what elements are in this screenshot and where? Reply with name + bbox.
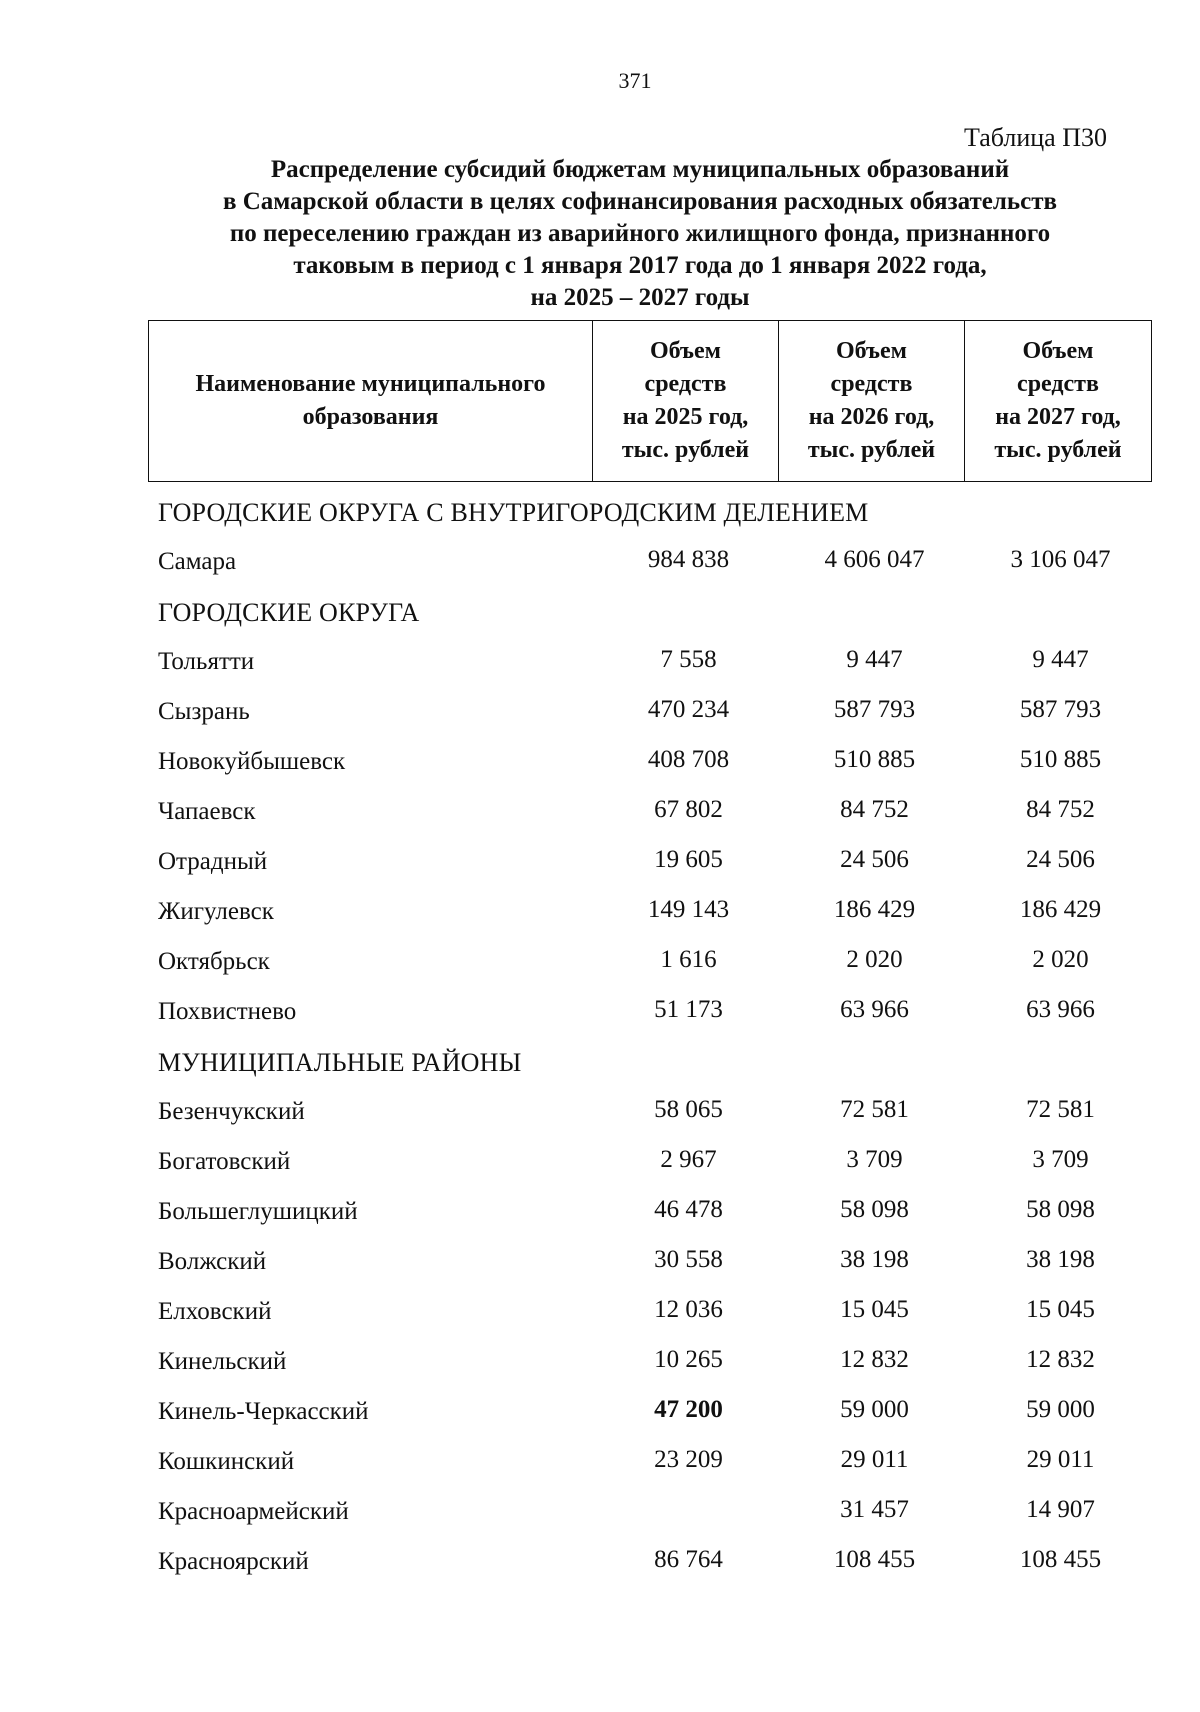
- header-2027-column: [965, 321, 1152, 482]
- value-2026: 186 429: [833, 896, 916, 923]
- table-row: [0, 1488, 1200, 1538]
- value-2026: 2 020: [846, 946, 903, 973]
- header-line: образования: [302, 404, 439, 430]
- municipality-name: Новокуйбышевск: [158, 748, 346, 775]
- value-2026: 29 011: [840, 1446, 909, 1473]
- municipality-name: Кошкинский: [158, 1448, 295, 1475]
- header-line: на 2026 год,: [808, 404, 935, 430]
- header-line: на 2027 год,: [995, 404, 1121, 430]
- header-line: средств: [830, 371, 913, 397]
- value-2026: 108 455: [833, 1546, 916, 1573]
- municipality-name: Волжский: [158, 1248, 267, 1275]
- table-row: [0, 538, 1200, 588]
- value-2025: 984 838: [647, 546, 730, 573]
- value-2027: 3 709: [1032, 1146, 1089, 1173]
- value-2026: 84 752: [840, 796, 909, 823]
- value-2025: 10 265: [654, 1346, 723, 1373]
- table-header: [148, 320, 1152, 482]
- value-2025: 2 967: [660, 1146, 717, 1173]
- value-2027: 3 106 047: [1010, 546, 1111, 573]
- table-row: [0, 638, 1200, 688]
- table-row: [0, 1288, 1200, 1338]
- table-row: [0, 738, 1200, 788]
- title-line: на 2025 – 2027 годы: [530, 284, 750, 311]
- value-2026: 72 581: [840, 1096, 909, 1123]
- value-2025: 67 802: [654, 796, 723, 823]
- table-label: Таблица П30: [964, 123, 1107, 152]
- value-2026: 24 506: [840, 846, 909, 873]
- table-row: [0, 688, 1200, 738]
- value-2026: 3 709: [846, 1146, 903, 1173]
- header-line: средств: [1017, 371, 1099, 397]
- value-2025: 46 478: [654, 1196, 723, 1223]
- value-2026: 4 606 047: [824, 546, 925, 573]
- value-2026: 31 457: [840, 1496, 909, 1523]
- municipality-name: Тольятти: [158, 648, 255, 675]
- municipality-name: Богатовский: [158, 1148, 291, 1175]
- title-line: в Самарской области в целях софинансирования расходных обязательств: [223, 188, 1057, 215]
- value-2027: 59 000: [1026, 1396, 1095, 1423]
- municipality-name: Большеглушицкий: [158, 1198, 358, 1225]
- table-row: [0, 1188, 1200, 1238]
- municipality-name: Сызрань: [158, 698, 250, 725]
- value-2026: 510 885: [833, 746, 916, 773]
- section-header-row: [0, 588, 1200, 638]
- value-2027: 63 966: [1026, 996, 1095, 1023]
- header-line: тыс. рублей: [621, 437, 750, 463]
- header-line: Объем: [649, 338, 722, 364]
- municipality-name: Красноярский: [158, 1548, 309, 1575]
- value-2027: 108 455: [1019, 1546, 1102, 1573]
- header-2025-column: [593, 321, 779, 482]
- municipality-name: Отрадный: [158, 848, 268, 875]
- municipality-name: Самара: [158, 548, 237, 575]
- value-2025: 51 173: [654, 996, 723, 1023]
- table-row: [0, 838, 1200, 888]
- value-2027: 12 832: [1026, 1346, 1095, 1373]
- value-2025: 58 065: [654, 1096, 723, 1123]
- value-2025: 1 616: [660, 946, 717, 973]
- section-header-row: [0, 488, 1200, 538]
- value-2027: 9 447: [1032, 646, 1089, 673]
- table-row: [0, 1238, 1200, 1288]
- value-2025: 408 708: [647, 746, 730, 773]
- value-2025: 7 558: [660, 646, 717, 673]
- header-line: Наименование муниципального: [195, 371, 546, 397]
- municipality-name: Безенчукский: [158, 1098, 305, 1125]
- section-title: ГОРОДСКИЕ ОКРУГА: [158, 598, 420, 627]
- value-2027: 14 907: [1026, 1496, 1095, 1523]
- value-2025: 23 209: [654, 1446, 723, 1473]
- header-line: тыс. рублей: [994, 437, 1122, 463]
- value-2027: 58 098: [1026, 1196, 1095, 1223]
- value-2026: 59 000: [840, 1396, 909, 1423]
- municipality-name: Чапаевск: [158, 798, 256, 825]
- header-line: Объем: [835, 338, 908, 364]
- table-row: [0, 1088, 1200, 1138]
- header-line: на 2025 год,: [622, 404, 749, 430]
- value-2026: 12 832: [840, 1346, 909, 1373]
- value-2027: 72 581: [1026, 1096, 1095, 1123]
- header-name-column: [149, 321, 593, 482]
- value-2026: 587 793: [833, 696, 916, 723]
- table-row: [0, 1338, 1200, 1388]
- municipality-name: Похвистнево: [158, 998, 297, 1025]
- section-title: ГОРОДСКИЕ ОКРУГА С ВНУТРИГОРОДСКИМ ДЕЛЕНИЕМ: [158, 498, 869, 527]
- value-2027: 587 793: [1019, 696, 1102, 723]
- municipality-name: Кинель-Черкасский: [158, 1398, 369, 1425]
- municipality-name: Октябрьск: [158, 948, 270, 975]
- header-line: средств: [644, 371, 727, 397]
- document-title: [140, 154, 1140, 314]
- value-2027: 186 429: [1019, 896, 1102, 923]
- header-line: Объем: [1022, 338, 1094, 364]
- value-2025: 470 234: [647, 696, 730, 723]
- value-2026: 63 966: [840, 996, 909, 1023]
- title-line: Распределение субсидий бюджетам муниципальных образований: [270, 156, 1010, 183]
- page-number: 371: [618, 68, 652, 93]
- table-row: [0, 1438, 1200, 1488]
- value-2025: 149 143: [647, 896, 730, 923]
- value-2026: 15 045: [840, 1296, 909, 1323]
- value-2027: 84 752: [1026, 796, 1095, 823]
- table-row: [0, 988, 1200, 1038]
- municipality-name: Жигулевск: [158, 898, 274, 925]
- municipality-name: Елховский: [158, 1298, 272, 1325]
- value-2025: 30 558: [654, 1246, 723, 1273]
- table-row: [0, 1538, 1200, 1588]
- value-2027: 15 045: [1026, 1296, 1095, 1323]
- table-row: [0, 1138, 1200, 1188]
- table-row: [0, 788, 1200, 838]
- table-row: [0, 888, 1200, 938]
- section-title: МУНИЦИПАЛЬНЫЕ РАЙОНЫ: [158, 1048, 522, 1077]
- header-line: тыс. рублей: [807, 437, 936, 463]
- value-2027: 29 011: [1026, 1446, 1095, 1473]
- table-body: [0, 488, 1200, 1588]
- value-2025: 86 764: [654, 1546, 723, 1573]
- value-2027: 2 020: [1032, 946, 1089, 973]
- value-2025: 12 036: [654, 1296, 723, 1323]
- municipality-name: Кинельский: [158, 1348, 287, 1375]
- value-2027: 24 506: [1026, 846, 1095, 873]
- header-2026-column: [779, 321, 965, 482]
- value-2027: 510 885: [1019, 746, 1102, 773]
- section-header-row: [0, 1038, 1200, 1088]
- value-2025: 19 605: [654, 846, 723, 873]
- title-line: таковым в период с 1 января 2017 года до 1 января 2022 года,: [293, 252, 987, 279]
- table-row: [0, 938, 1200, 988]
- municipality-name: Красноармейский: [158, 1498, 349, 1525]
- value-2027: 38 198: [1026, 1246, 1095, 1273]
- value-2025: 47 200: [654, 1396, 723, 1423]
- title-line: по переселению граждан из аварийного жилищного фонда, признанного: [229, 220, 1051, 247]
- value-2026: 9 447: [846, 646, 903, 673]
- value-2026: 58 098: [840, 1196, 909, 1223]
- table-row: [0, 1388, 1200, 1438]
- value-2026: 38 198: [840, 1246, 909, 1273]
